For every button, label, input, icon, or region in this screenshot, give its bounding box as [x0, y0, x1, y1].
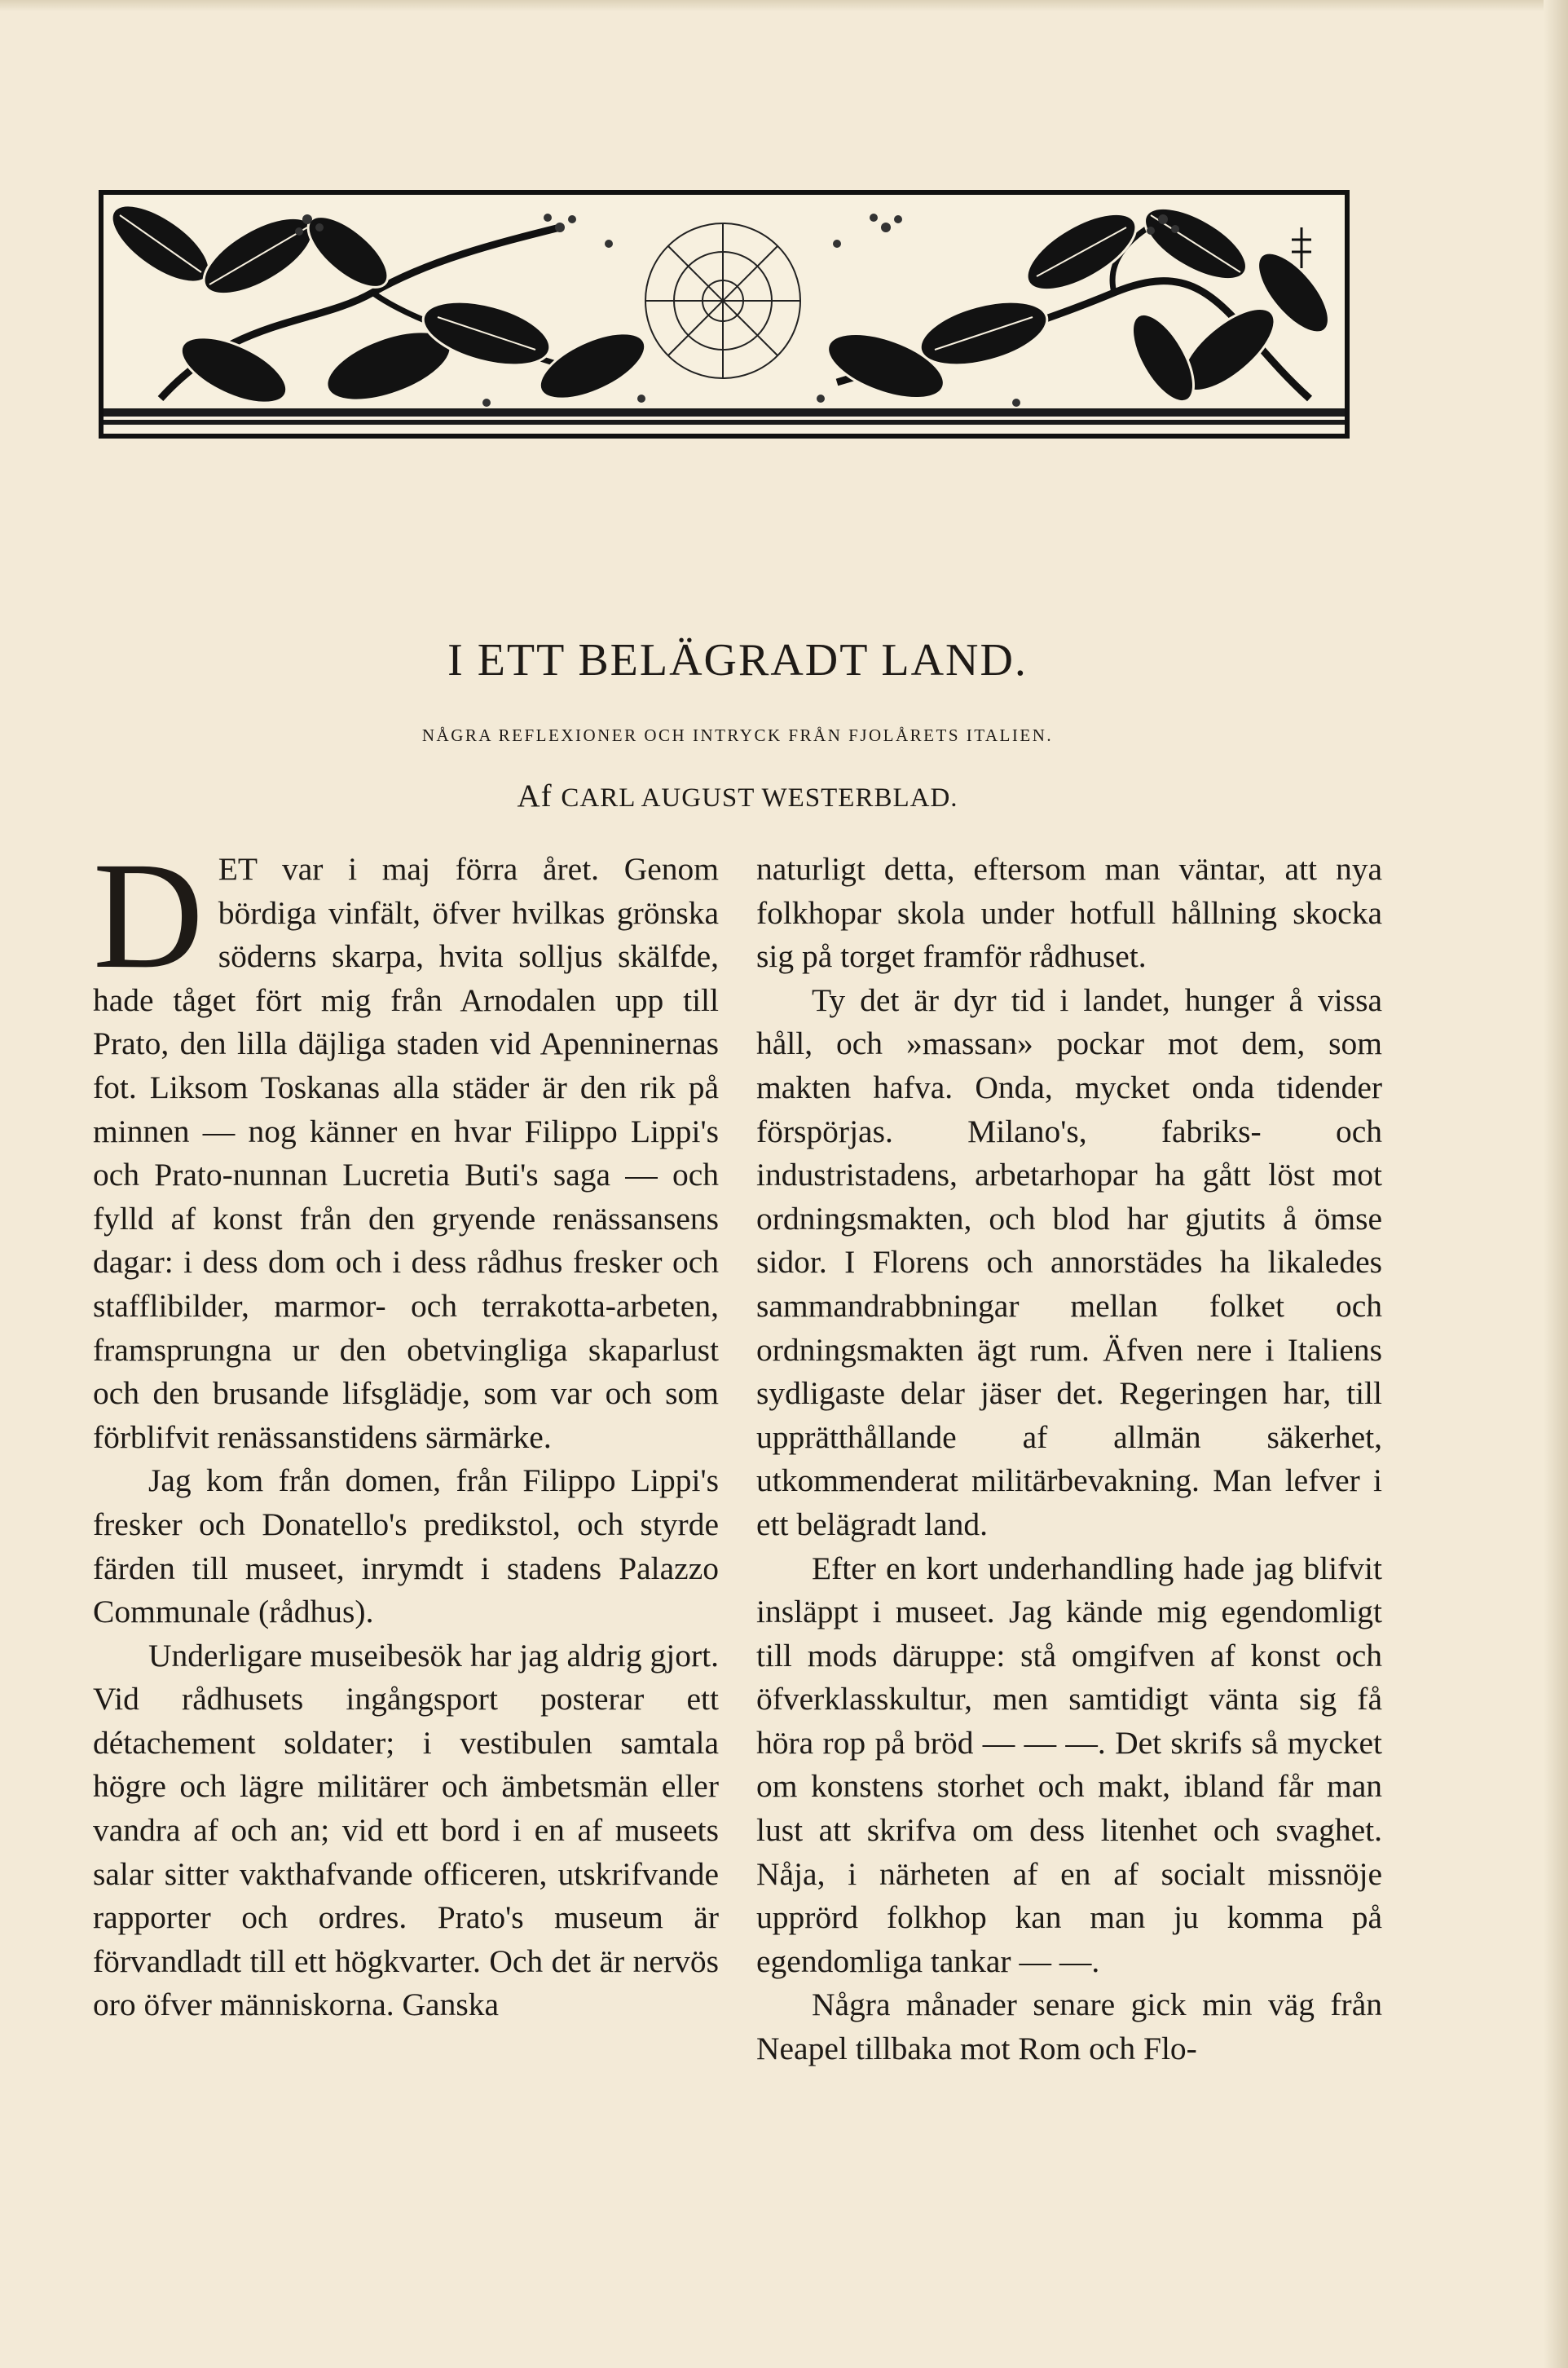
paragraph-1: [93, 830, 719, 1459]
paragraph-3: Underligare museibesök har jag aldrig gjort. Vid rådhusets ingångsport posterar ett détachement soldater; i vestibulen samtala högre och lägre militärer och ämbetsmän eller vandra af och an; vid ett bord i en af museets salar sitter vakthafvande officeren, utskrifvande rapporter och ordres. Prato's museum är förvandladt till ett högkvarter. Och det är nervös oro öfver människorna. Ganska: [93, 1637, 719, 2023]
paragraph-2: Jag kom från domen, från Filippo Lippi's fresker och Donatello's predikstol, och styrde färden till museet, inrymdt i stadens Palazzo Communale (rådhus).: [93, 1462, 719, 1630]
paragraph-5: Efter en kort underhandling hade jag blifvit insläppt i museet. Jag kände mig egendomligt till mods däruppe: stå omgifven af konst och öfverklasskultur, men samtidigt vänta sig få höra rop på bröd — — —. Det skrifs så mycket om konstens storhet och makt, ibland får man lust att skrifva om dess litenhet och svaghet. Nåja, i närheten af en af socialt missnöje upprörd folkhop kan man ju komma på egendomliga tankar — —.: [756, 1550, 1382, 1979]
page-top-edge: [0, 0, 1568, 11]
paragraph-4: Ty det är dyr tid i landet, hunger å vissa håll, och »massan» pockar mot dem, som makten hafva. Onda, mycket onda tidender förspörjas. Milano's, fabriks- och industristadens, arbetarhopar ha gått löst mot ordningsmakten, och blod har gjutits å ömse sidor. I Florens och annorstädes ha likaledes sammandrabbningar mellan folket och ordningsmakten ägt rum. Äfven nere i Italiens sydligaste delar jäser det. Regeringen har, till upprätthållande af allmän säkerhet, utkommenderat militärbevakning. Man lefver i ett belägradt land.: [756, 981, 1382, 1542]
article-title: I ETT BELÄGRADT LAND.: [447, 635, 1028, 686]
page-right-edge: [1544, 0, 1568, 2368]
column-left: [93, 830, 719, 2027]
paragraph-3-continued: naturligt detta, eftersom man väntar, att nya folkhopar skola under hotfull hållning skocka sig på torget framför rådhuset.: [756, 851, 1382, 975]
byline-author: CARL AUGUST WESTERBLAD.: [561, 783, 958, 813]
floral-banner: [99, 190, 1350, 439]
floral-elderflower-ornament-icon: [104, 195, 1345, 434]
byline-prefix: Af: [517, 778, 553, 814]
article-subtitle: NÅGRA REFLEXIONER OCH INTRYCK FRÅN FJOLÅRETS ITALIEN.: [421, 725, 1054, 745]
drop-cap: D: [93, 830, 204, 1000]
column-right: [756, 848, 1382, 2071]
article-byline: [0, 778, 1475, 814]
paragraph-1-text: ET var i maj förra året. Genom bördiga vinfält, öfver hvilkas grönska söderns skarpa, hvita solljus skälfde, hade tåget fört mig från Arnodalen upp till Prato, den lilla däjliga staden vid Apenninernas fot. Liksom Toskanas alla städer är den rik på minnen — nog känner en hvar Filippo Lippi's och Prato-nunnan Lucretia Buti's saga — och fylld af konst från den gryende renässansens dagar: i dess dom och i dess rådhus fresker och stafflibilder, marmor- och terrakotta-arbeten, framsprungna ur den obetvingliga skaparlust och den brusande lifsglädje, som var och som förblifvit renässanstidens särmärke.: [93, 851, 719, 1455]
paragraph-6: Några månader senare gick min väg från Neapel tillbaka mot Rom och Flo-: [756, 1987, 1382, 2067]
